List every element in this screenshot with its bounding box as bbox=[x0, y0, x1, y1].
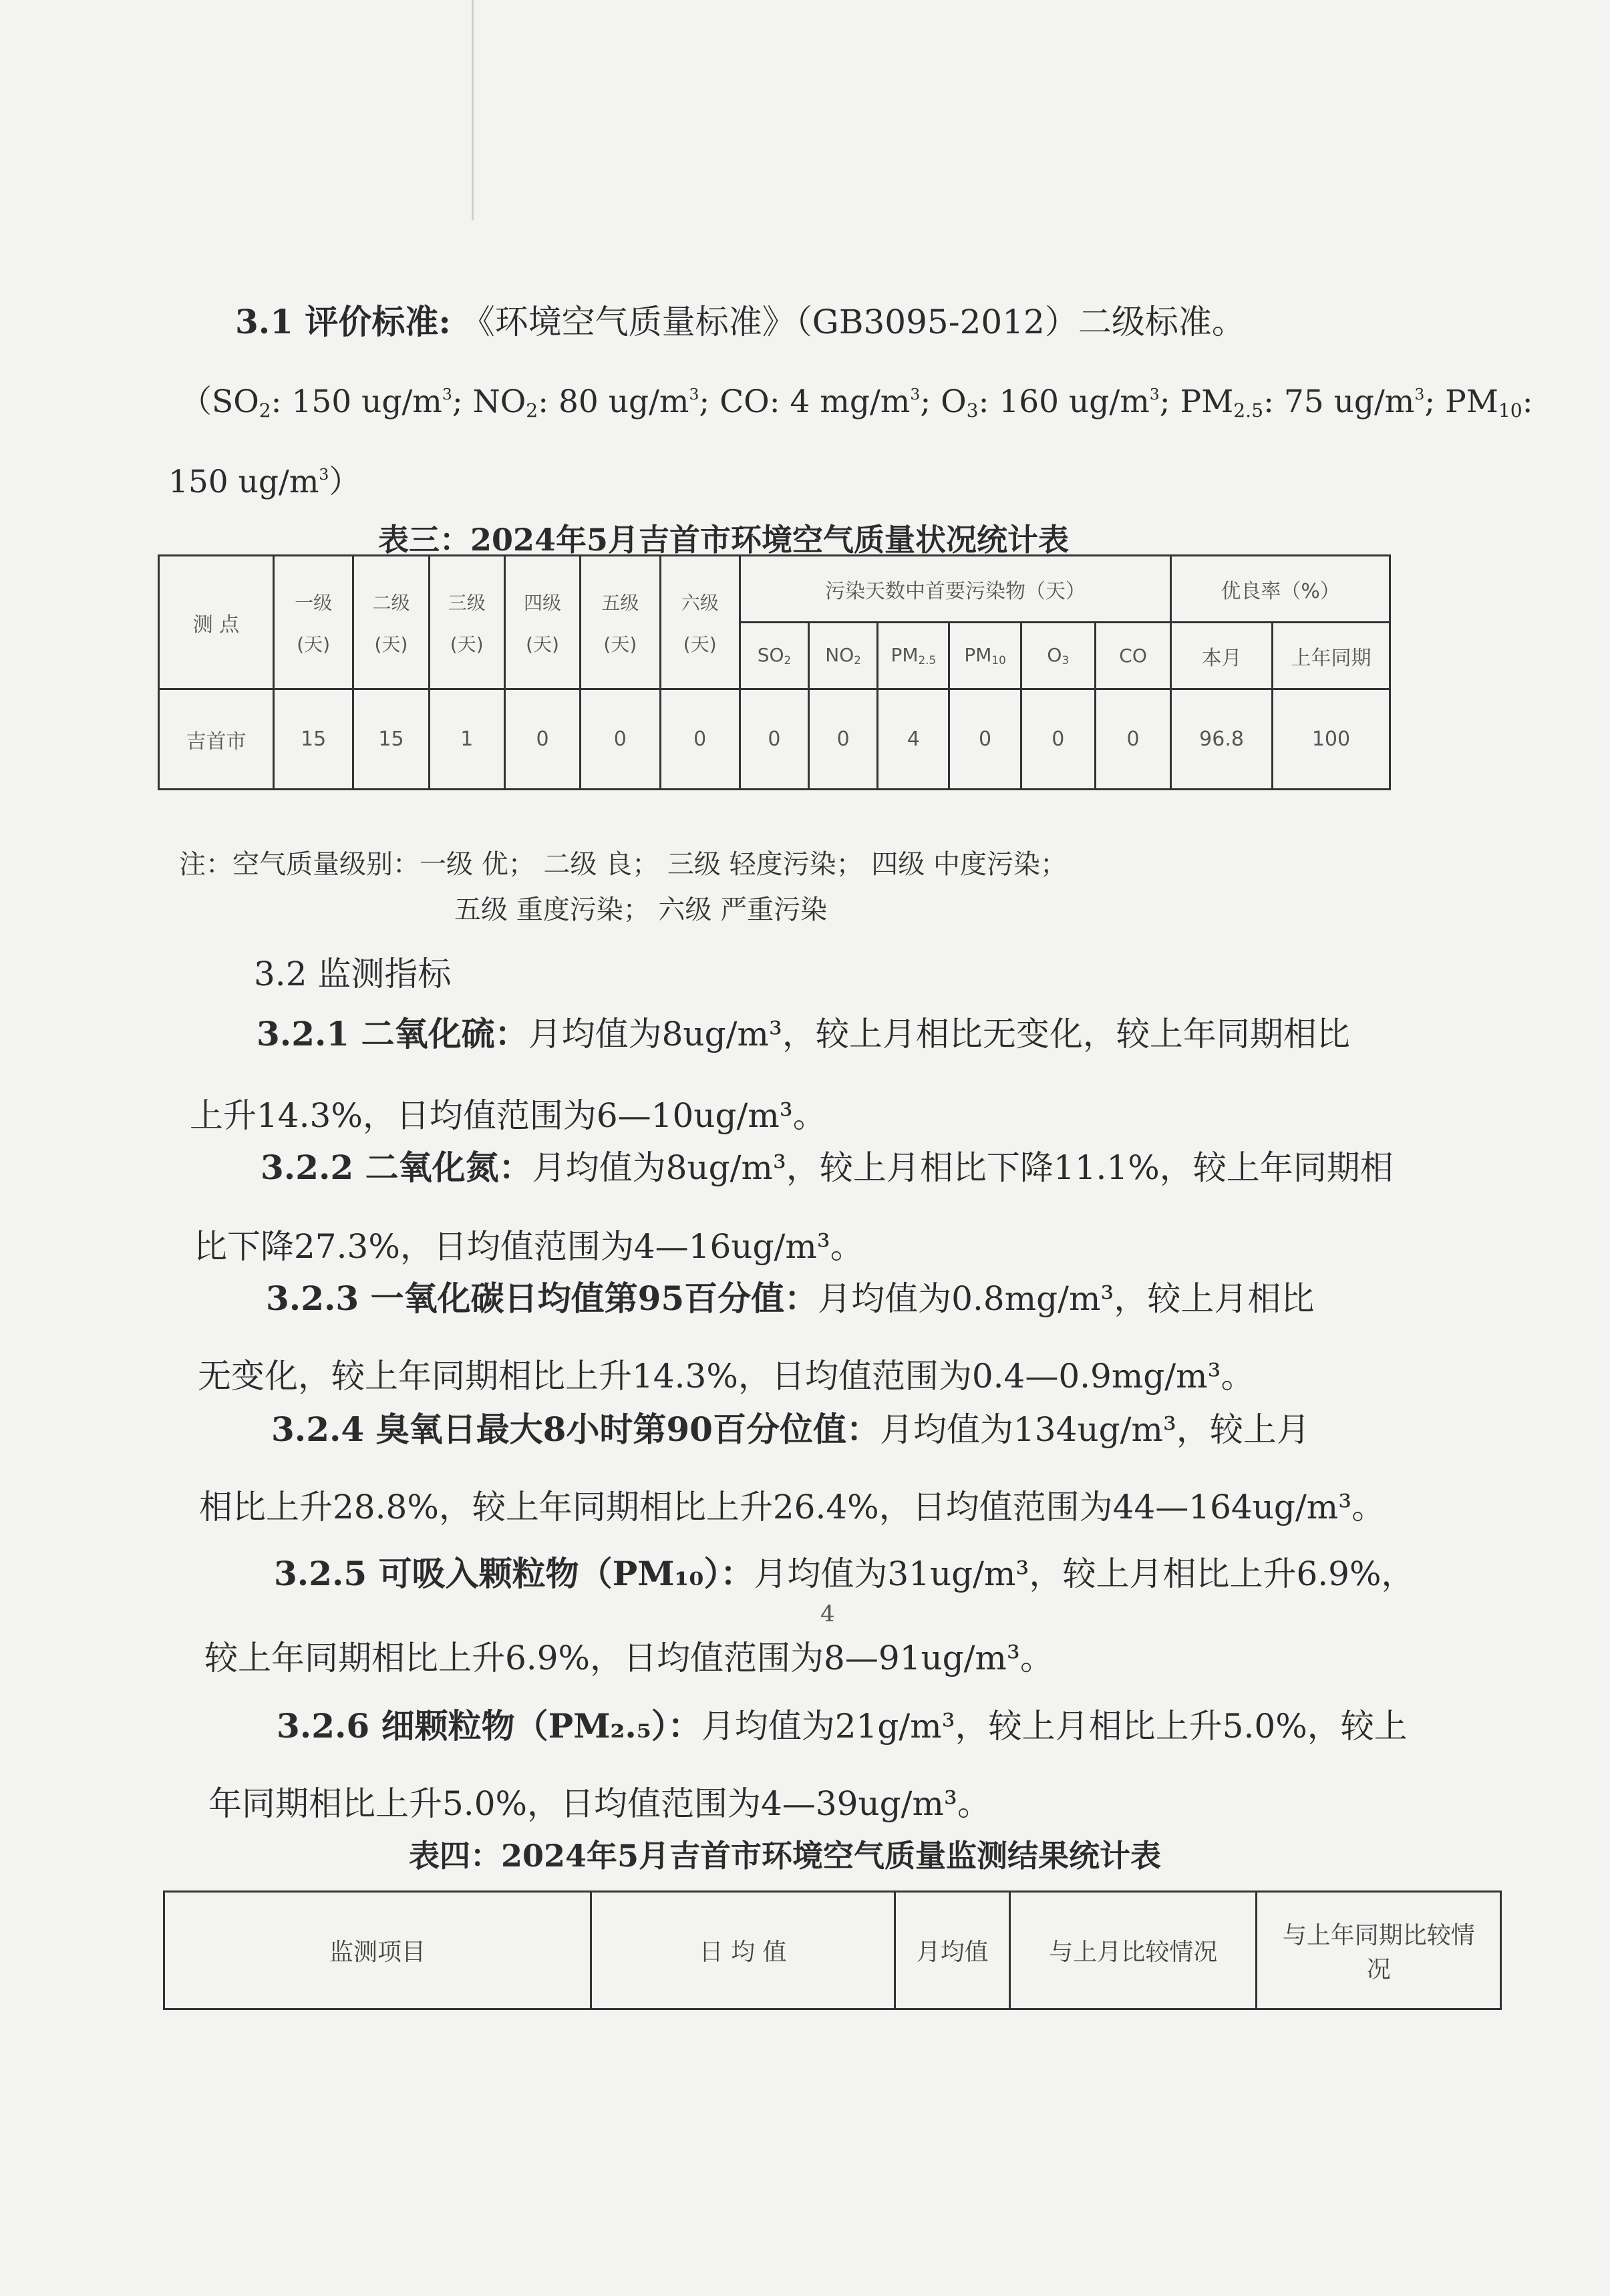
pollutant-group-header: 污染天数中首要污染物（天） bbox=[740, 556, 1170, 623]
vs-last-month-header: 与上月比较情况 bbox=[1010, 1892, 1257, 2009]
level-6-days: 0 bbox=[660, 689, 740, 790]
para-3-2-1-line-1 bbox=[257, 1014, 1350, 1054]
day-unit: (天) bbox=[526, 633, 559, 655]
level-name: 一级 bbox=[295, 591, 333, 614]
so2-limit: : 150 ug/m bbox=[271, 383, 442, 420]
pollutant-subscript: 3 bbox=[1062, 653, 1070, 667]
limits-line-2 bbox=[168, 454, 360, 502]
last-year-header: 上年同期 bbox=[1272, 623, 1390, 689]
para-3-2-1-line-2: 上升14.3%，日均值范围为6—10ug/m³。 bbox=[190, 1096, 826, 1135]
table-row bbox=[159, 689, 1390, 790]
pm25-label: ; PM bbox=[1159, 383, 1234, 420]
section-3-1-text: 《环境空气质量标准》（GB3095-2012）二级标准。 bbox=[461, 303, 1245, 341]
day-unit: (天) bbox=[450, 633, 484, 655]
co-days: 0 bbox=[1095, 689, 1170, 790]
pollutant-header-pm10 bbox=[949, 623, 1021, 689]
so2-days: 0 bbox=[740, 689, 808, 790]
level-header-1 bbox=[273, 556, 353, 689]
station-cell: 吉首市 bbox=[159, 689, 274, 790]
para-3-2-5-line-2: 较上年同期相比上升6.9%，日均值范围为8—91ug/m³。 bbox=[204, 1639, 1054, 1677]
para-3-2-5-line-1 bbox=[274, 1554, 1415, 1594]
pm25-days: 4 bbox=[878, 689, 949, 790]
para-text: 月均值为31ug/m³，较上月相比上升6.9%， bbox=[754, 1554, 1415, 1593]
no2-limit: : 80 ug/m bbox=[538, 383, 689, 420]
o3-label: ; O bbox=[920, 383, 967, 420]
open-paren: （ bbox=[180, 383, 212, 420]
pollutant-header-pm25 bbox=[878, 623, 949, 689]
table4-caption: 表四：2024年5月吉首市环境空气质量监测结果统计表 bbox=[409, 1838, 1162, 1874]
station-header: 测 点 bbox=[159, 556, 274, 689]
table3 bbox=[158, 554, 1391, 790]
para-text: 月均值为0.8mg/m³，较上月相比 bbox=[818, 1279, 1315, 1318]
co-limit: ; CO: 4 mg/m bbox=[699, 383, 911, 420]
table3-caption: 表三：2024年5月吉首市环境空气质量状况统计表 bbox=[378, 522, 1070, 558]
para-label: 3.2.4 臭氧日最大8小时第90百分位值： bbox=[271, 1410, 880, 1449]
table3-header-row-1 bbox=[159, 556, 1390, 623]
rate-group-header: 优良率（%） bbox=[1171, 556, 1390, 623]
para-text: 月均值为8ug/m³，较上月相比下降11.1%，较上年同期相 bbox=[532, 1148, 1394, 1187]
close-paren: ） bbox=[329, 463, 361, 500]
pollutant-name: PM bbox=[891, 644, 919, 667]
para-3-2-6-line-1 bbox=[277, 1706, 1408, 1746]
o3-limit: : 160 ug/m bbox=[978, 383, 1150, 420]
pollutant-subscript: 2.5 bbox=[918, 653, 937, 667]
pm10-label: ; PM bbox=[1424, 383, 1498, 420]
o3-subscript: 3 bbox=[966, 399, 979, 422]
cube-sup: 3 bbox=[442, 385, 452, 403]
pm25-limit: : 75 ug/m bbox=[1263, 383, 1415, 420]
pollutant-name: SO bbox=[757, 644, 784, 667]
para-3-2-6-line-2: 年同期相比上升5.0%，日均值范围为4—39ug/m³。 bbox=[208, 1784, 991, 1823]
level-name: 六级 bbox=[681, 591, 719, 614]
level-4-days: 0 bbox=[504, 689, 580, 790]
air-quality-note-line-1: 注：空气质量级别：一级 优； 二级 良； 三级 轻度污染； 四级 中度污染； bbox=[179, 849, 1068, 880]
section-3-2-heading: 3.2 监测指标 bbox=[254, 955, 452, 993]
level-name: 三级 bbox=[448, 591, 486, 614]
monitoring-item-header: 监测项目 bbox=[164, 1892, 591, 2009]
pollutant-name: NO bbox=[825, 644, 854, 667]
no2-days: 0 bbox=[809, 689, 878, 790]
monthly-mean-header: 月均值 bbox=[895, 1892, 1010, 2009]
pollutant-header-o3 bbox=[1021, 623, 1095, 689]
para-3-2-3-line-2: 无变化，较上年同期相比上升14.3%，日均值范围为0.4—0.9mg/m³。 bbox=[198, 1357, 1255, 1396]
cube-sup: 3 bbox=[319, 465, 329, 484]
cube-sup: 3 bbox=[1149, 385, 1160, 403]
vs-last-year-header: 与上年同期比较情况 bbox=[1257, 1892, 1501, 2009]
pm10-colon: : bbox=[1522, 383, 1533, 420]
pm10-subscript: 10 bbox=[1498, 399, 1522, 422]
cube-sup: 3 bbox=[910, 385, 921, 403]
pollutant-subscript: 10 bbox=[991, 653, 1006, 667]
day-unit: (天) bbox=[374, 633, 408, 655]
air-quality-note-line-2: 五级 重度污染； 六级 严重污染 bbox=[454, 894, 828, 925]
para-label: 3.2.6 细颗粒物（PM₂.₅）： bbox=[277, 1706, 701, 1746]
no2-subscript: 2 bbox=[526, 399, 538, 422]
day-unit: (天) bbox=[297, 633, 331, 655]
o3-days: 0 bbox=[1021, 689, 1095, 790]
table4-header-row bbox=[164, 1892, 1501, 2009]
para-3-2-2-line-1 bbox=[261, 1148, 1394, 1188]
page-number: 4 bbox=[820, 1601, 835, 1627]
level-header-6 bbox=[660, 556, 740, 689]
this-month-header: 本月 bbox=[1171, 623, 1273, 689]
level-3-days: 1 bbox=[429, 689, 504, 790]
pollutant-subscript: 2 bbox=[784, 653, 792, 667]
no2-label: ; NO bbox=[452, 383, 526, 420]
pm10-limit: 150 ug/m bbox=[168, 463, 319, 500]
level-header-5 bbox=[581, 556, 660, 689]
pollutant-name: PM bbox=[964, 644, 992, 667]
pollutant-name: O bbox=[1047, 644, 1062, 667]
pm10-days: 0 bbox=[949, 689, 1021, 790]
level-1-days: 15 bbox=[273, 689, 353, 790]
table4 bbox=[163, 1891, 1502, 2010]
daily-mean-header: 日 均 值 bbox=[591, 1892, 895, 2009]
pollutant-name: CO bbox=[1119, 645, 1147, 667]
section-3-1-line bbox=[235, 302, 1245, 342]
section-3-1-label: 3.1 评价标准: bbox=[235, 302, 451, 341]
para-3-2-3-line-1 bbox=[266, 1279, 1314, 1319]
para-3-2-4-line-2: 相比上升28.8%，较上年同期相比上升26.4%，日均值范围为44—164ug/m³。 bbox=[199, 1488, 1386, 1526]
para-label: 3.2.3 一氧化碳日均值第95百分值： bbox=[266, 1279, 818, 1318]
so2-subscript: 2 bbox=[259, 399, 271, 422]
level-header-2 bbox=[353, 556, 429, 689]
so2-label: SO bbox=[212, 383, 259, 420]
pollutant-header-so2 bbox=[740, 623, 808, 689]
pollutant-header-no2 bbox=[809, 623, 878, 689]
level-name: 二级 bbox=[372, 591, 410, 614]
para-text: 月均值为134ug/m³，较上月 bbox=[879, 1410, 1310, 1449]
para-text: 月均值为21g/m³，较上月相比上升5.0%，较上 bbox=[701, 1707, 1408, 1746]
pollutant-header-co bbox=[1095, 623, 1170, 689]
para-label: 3.2.1 二氧化硫： bbox=[257, 1014, 528, 1053]
day-unit: (天) bbox=[603, 633, 637, 655]
level-header-4 bbox=[504, 556, 580, 689]
limits-line bbox=[180, 374, 1533, 431]
level-5-days: 0 bbox=[581, 689, 660, 790]
pollutant-subscript: 2 bbox=[854, 653, 861, 667]
this-month-rate: 96.8 bbox=[1171, 689, 1273, 790]
para-label: 3.2.5 可吸入颗粒物（PM₁₀）： bbox=[274, 1554, 754, 1593]
para-3-2-4-line-1 bbox=[271, 1410, 1310, 1450]
level-header-3 bbox=[429, 556, 504, 689]
day-unit: (天) bbox=[683, 633, 717, 655]
level-2-days: 15 bbox=[353, 689, 429, 790]
cube-sup: 3 bbox=[1414, 385, 1425, 403]
para-3-2-2-line-2: 比下降27.3%，日均值范围为4—16ug/m³。 bbox=[194, 1227, 864, 1266]
page-fold-mark bbox=[472, 0, 474, 220]
pm25-subscript: 2.5 bbox=[1233, 399, 1264, 422]
para-label: 3.2.2 二氧化氮： bbox=[261, 1148, 532, 1187]
last-year-rate: 100 bbox=[1272, 689, 1390, 790]
cube-sup: 3 bbox=[689, 385, 699, 403]
para-text: 月均值为8ug/m³，较上月相比无变化，较上年同期相比 bbox=[528, 1015, 1350, 1053]
level-name: 五级 bbox=[601, 591, 639, 614]
level-name: 四级 bbox=[524, 591, 562, 614]
